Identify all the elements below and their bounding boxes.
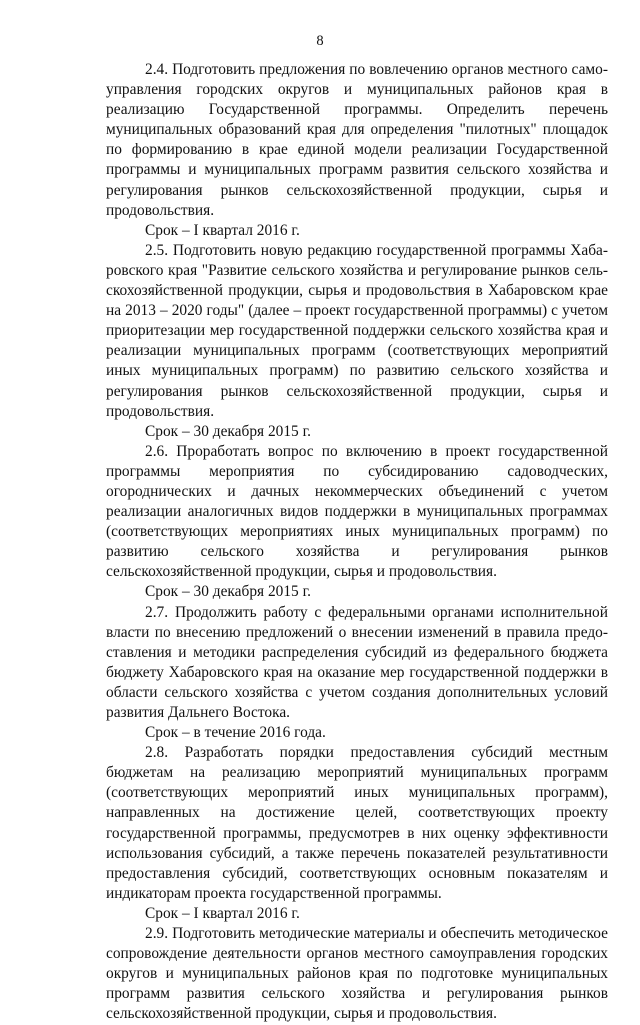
- deadline-2-5: Срок – 30 декабря 2015 г.: [145, 422, 312, 440]
- deadline-2-7: Срок – в течение 2016 года.: [145, 724, 326, 742]
- page-number: 8: [316, 33, 324, 49]
- paragraph-2-7: 2.7. Продолжить работу с федеральными органами исполнительной власти по внесению предложений о внесении изменений в правила предоставления и методики распределения субсидий из федерального бюджета бюджету Хабаровского края на оказание мер государственной поддержки в области сельского хозяйства с учетом создания дополнительных условий развития Дальнего Востока.: [106, 603, 608, 721]
- paragraph-2-6: 2.6. Проработать вопрос по включению в проект государственной программы мероприятия по субсидированию садоводческих, огороднических и дачных некоммерческих объединений с учетом реализации аналогичных видов поддержки в муниципальных программах (соответствующих мероприятиях иных муниципальных программ) по развитию сельского хозяйства и регулирования рынков сельскохозяйственной продукции, сырья и продовольствия.: [106, 442, 608, 581]
- paragraph-2-5: 2.5. Подготовить новую редакцию государственной программы Хабаровского края "Развитие сельского хозяйства и регулирование рынков сельскохозяйственной продукции, сырья и продовольствия в Хабаровском крае на 2013 – 2020 годы" (далее – проект государственной программы) с учетом приоритезации мер государственной поддержки сельского хозяйства края и реализации муниципальных программ (соответствующих мероприятий иных муниципальных программ) по развитию сельского хозяйства и регулирования рынков сельскохозяйственной продукции, сырья и продовольствия.: [106, 241, 608, 420]
- document-body: [106, 60, 608, 1025]
- paragraph-2-8: 2.8. Разработать порядки предоставления субсидий местным бюджетам на реализацию мероприятий муниципальных программ (соответствующих мероприятий иных муниципальных программ), направленных на достижение целей, соответствующих проекту государственной программы, предусмотрев в них оценку эффективности использования субсидий, а также перечень показателей результативности предоставления субсидий, соответствующих основным показателям и индикаторам проекта государственной программы.: [106, 744, 608, 902]
- deadline-2-4: Срок – I квартал 2016 г.: [145, 221, 300, 239]
- paragraph-2-9: 2.9. Подготовить методические материалы и обеспечить методическое сопровождение деятельности органов местного самоуправления городских округов и муниципальных районов края по подготовке муниципальных программ развития сельского хозяйства и регулирования рынков сельскохозяйственной продукции, сырья и продовольствия.: [106, 925, 608, 1023]
- deadline-2-6: Срок – 30 декабря 2015 г.: [145, 583, 312, 601]
- deadline-2-8: Срок – I квартал 2016 г.: [145, 904, 300, 922]
- paragraph-2-4: 2.4. Подготовить предложения по вовлечению органов местного самоуправления городских округов и муниципальных районов края в реализацию Государственной программы. Определить перечень муниципальных образований края для определения "пилотных" площадок по формированию в крае единой модели реализации Государственной программы и муниципальных программ развития сельского хозяйства и регулирования рынков сельскохозяйственной продукции, сырья и продовольствия.: [106, 61, 608, 219]
